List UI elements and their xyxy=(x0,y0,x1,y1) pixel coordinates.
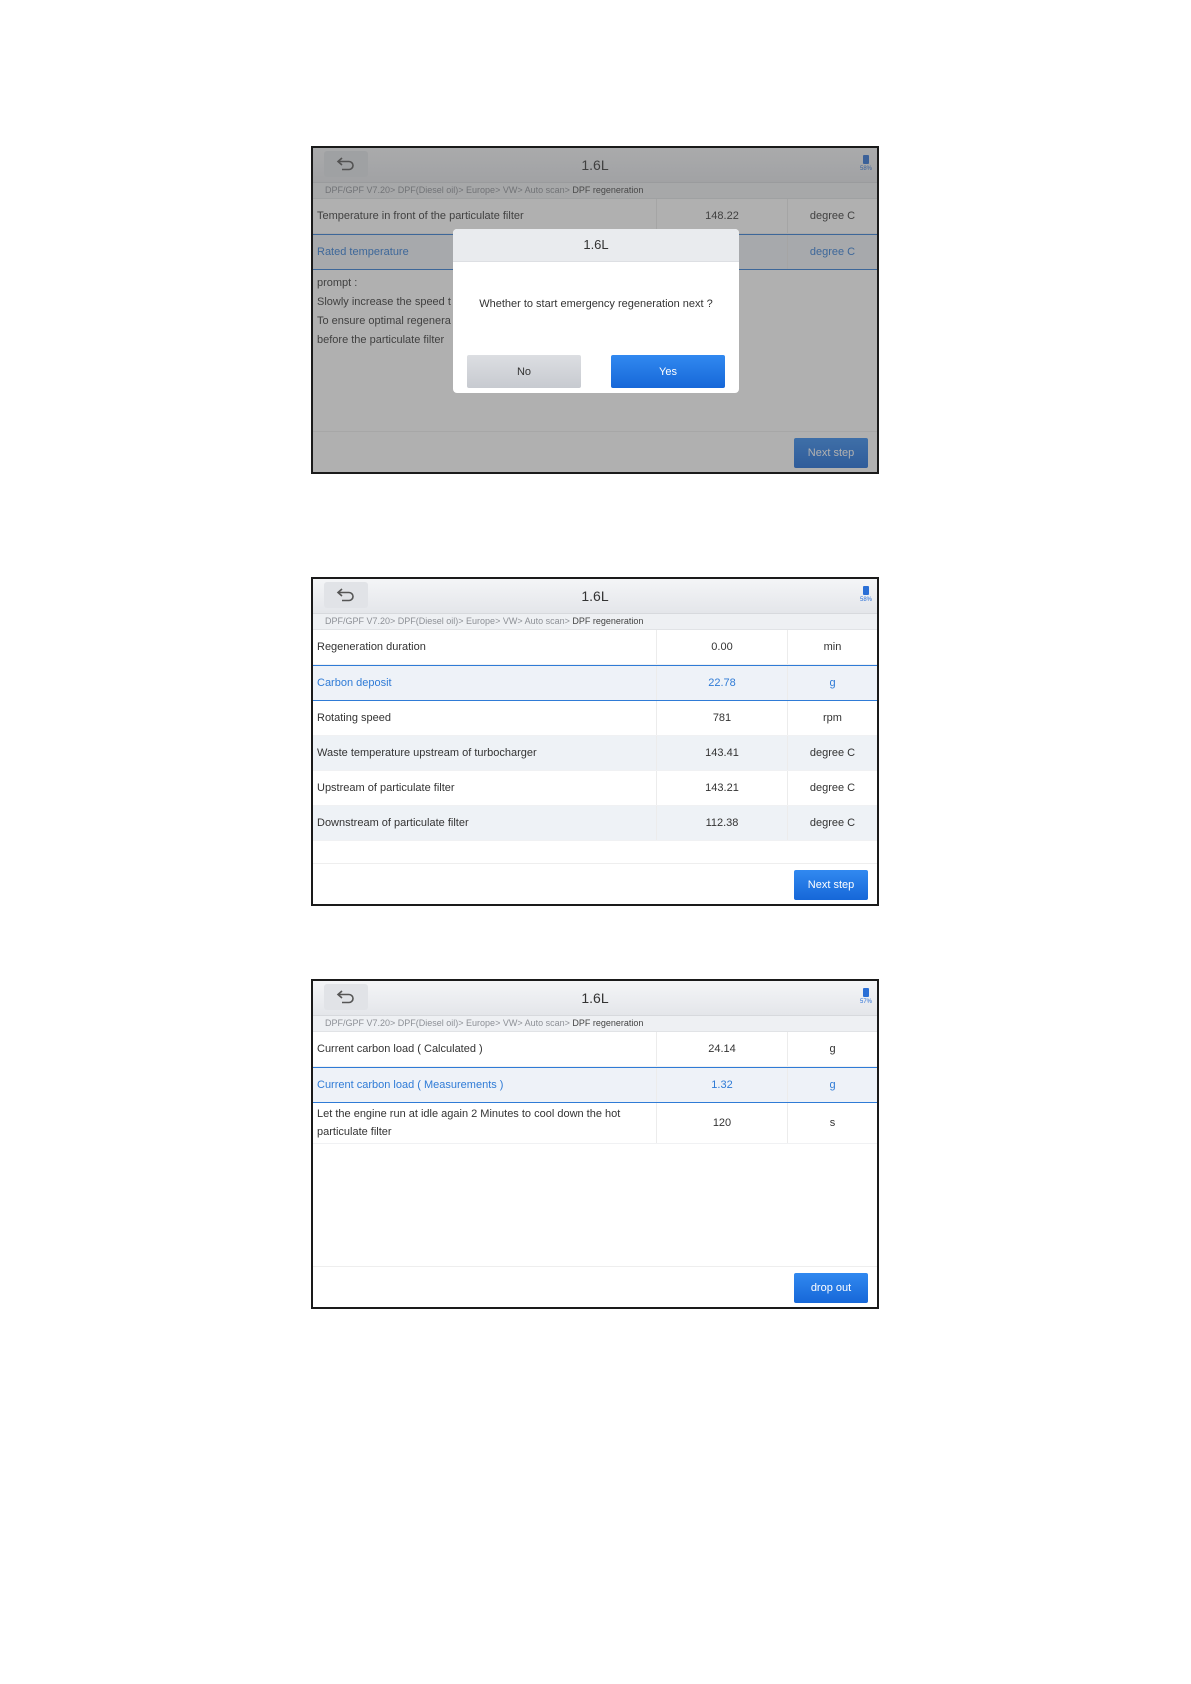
screen-emergency-regeneration-dialog xyxy=(311,146,879,474)
battery-indicator xyxy=(859,584,873,608)
next-step-button[interactable]: Next step xyxy=(794,870,868,900)
prompt-line: before the particulate filter xyxy=(317,334,445,346)
row-unit: degree C xyxy=(809,246,856,258)
dialog-message: Whether to start emergency regeneration next ? xyxy=(479,298,713,310)
yes-button[interactable]: Yes xyxy=(611,355,725,388)
table-row-selected[interactable] xyxy=(313,1067,877,1103)
table-row[interactable] xyxy=(313,1103,877,1144)
row-value: 0.00 xyxy=(657,630,788,664)
row-unit: degree C xyxy=(809,782,856,794)
row-value: 22.78 xyxy=(657,666,788,700)
row-name: Rotating speed xyxy=(313,701,657,735)
header-title: 1.6L xyxy=(581,990,609,1006)
row-name: Current carbon load ( Measurements ) xyxy=(313,1068,657,1102)
battery-indicator xyxy=(859,986,873,1010)
row-name: Carbon deposit xyxy=(313,666,657,700)
breadcrumb-path: DPF/GPF V7.20> DPF(Diesel oil)> Europe> VW> Auto scan> xyxy=(325,185,573,195)
table-row[interactable] xyxy=(313,630,877,665)
row-value: 112.38 xyxy=(657,806,788,840)
app-header xyxy=(313,981,877,1016)
row-value: 148.22 xyxy=(657,199,788,233)
row-name: Let the engine run at idle again 2 Minutes to cool down the hot particulate filter xyxy=(313,1103,657,1143)
battery-level: 58% xyxy=(859,166,872,172)
no-button[interactable]: No xyxy=(467,355,581,388)
row-value: 24.14 xyxy=(657,1032,788,1066)
row-name: Downstream of particulate filter xyxy=(313,806,657,840)
footer-bar xyxy=(313,1266,877,1307)
breadcrumb xyxy=(313,1016,877,1032)
battery-icon xyxy=(863,586,869,595)
row-value: 781 xyxy=(657,701,788,735)
row-unit: g xyxy=(829,1079,836,1091)
header-title: 1.6L xyxy=(581,157,609,173)
table-row[interactable] xyxy=(313,701,877,736)
breadcrumb-path: DPF/GPF V7.20> DPF(Diesel oil)> Europe> VW> Auto scan> xyxy=(325,616,573,626)
next-step-button[interactable]: Next step xyxy=(794,438,868,468)
drop-out-button[interactable]: drop out xyxy=(794,1273,868,1303)
dialog-title: 1.6L xyxy=(453,229,739,262)
row-unit: degree C xyxy=(809,817,856,829)
row-name: Temperature in front of the particulate filter xyxy=(313,199,657,233)
row-unit: rpm xyxy=(823,712,842,724)
table-row[interactable] xyxy=(313,736,877,771)
row-unit: g xyxy=(829,1043,836,1055)
table-row[interactable] xyxy=(313,806,877,841)
screen-regeneration-data xyxy=(311,577,879,906)
row-name: Upstream of particulate filter xyxy=(313,771,657,805)
row-unit: degree C xyxy=(809,747,856,759)
row-unit: degree C xyxy=(809,210,856,222)
table-row[interactable] xyxy=(313,1032,877,1067)
prompt-line: Slowly increase the speed t xyxy=(317,296,451,308)
battery-level: 57% xyxy=(859,999,872,1005)
screen-carbon-load xyxy=(311,979,879,1309)
confirm-dialog xyxy=(453,229,739,393)
row-name: Regeneration duration xyxy=(313,630,657,664)
prompt-line: To ensure optimal regenera xyxy=(317,315,451,327)
breadcrumb-current: DPF regeneration xyxy=(572,185,644,195)
row-unit: g xyxy=(829,677,836,689)
row-value: 143.41 xyxy=(657,736,788,770)
breadcrumb xyxy=(313,614,877,630)
row-name: Rated temperature xyxy=(313,235,657,269)
battery-level: 58% xyxy=(859,597,872,603)
table-row-selected[interactable] xyxy=(313,665,877,701)
row-name: Current carbon load ( Calculated ) xyxy=(313,1032,657,1066)
breadcrumb-current: DPF regeneration xyxy=(572,1018,644,1028)
row-unit: min xyxy=(823,641,842,653)
row-value: 143.21 xyxy=(657,771,788,805)
breadcrumb-path: DPF/GPF V7.20> DPF(Diesel oil)> Europe> VW> Auto scan> xyxy=(325,1018,573,1028)
row-value: 120 xyxy=(657,1103,788,1143)
header-title: 1.6L xyxy=(581,588,609,604)
row-unit: s xyxy=(829,1117,836,1129)
battery-icon xyxy=(863,988,869,997)
prompt-line: prompt : xyxy=(317,277,358,289)
table-row[interactable] xyxy=(313,771,877,806)
breadcrumb-current: DPF regeneration xyxy=(572,616,644,626)
footer-bar xyxy=(313,863,877,904)
row-name: Waste temperature upstream of turbocharger xyxy=(313,736,657,770)
row-value: 1.32 xyxy=(657,1068,788,1102)
app-header xyxy=(313,579,877,614)
